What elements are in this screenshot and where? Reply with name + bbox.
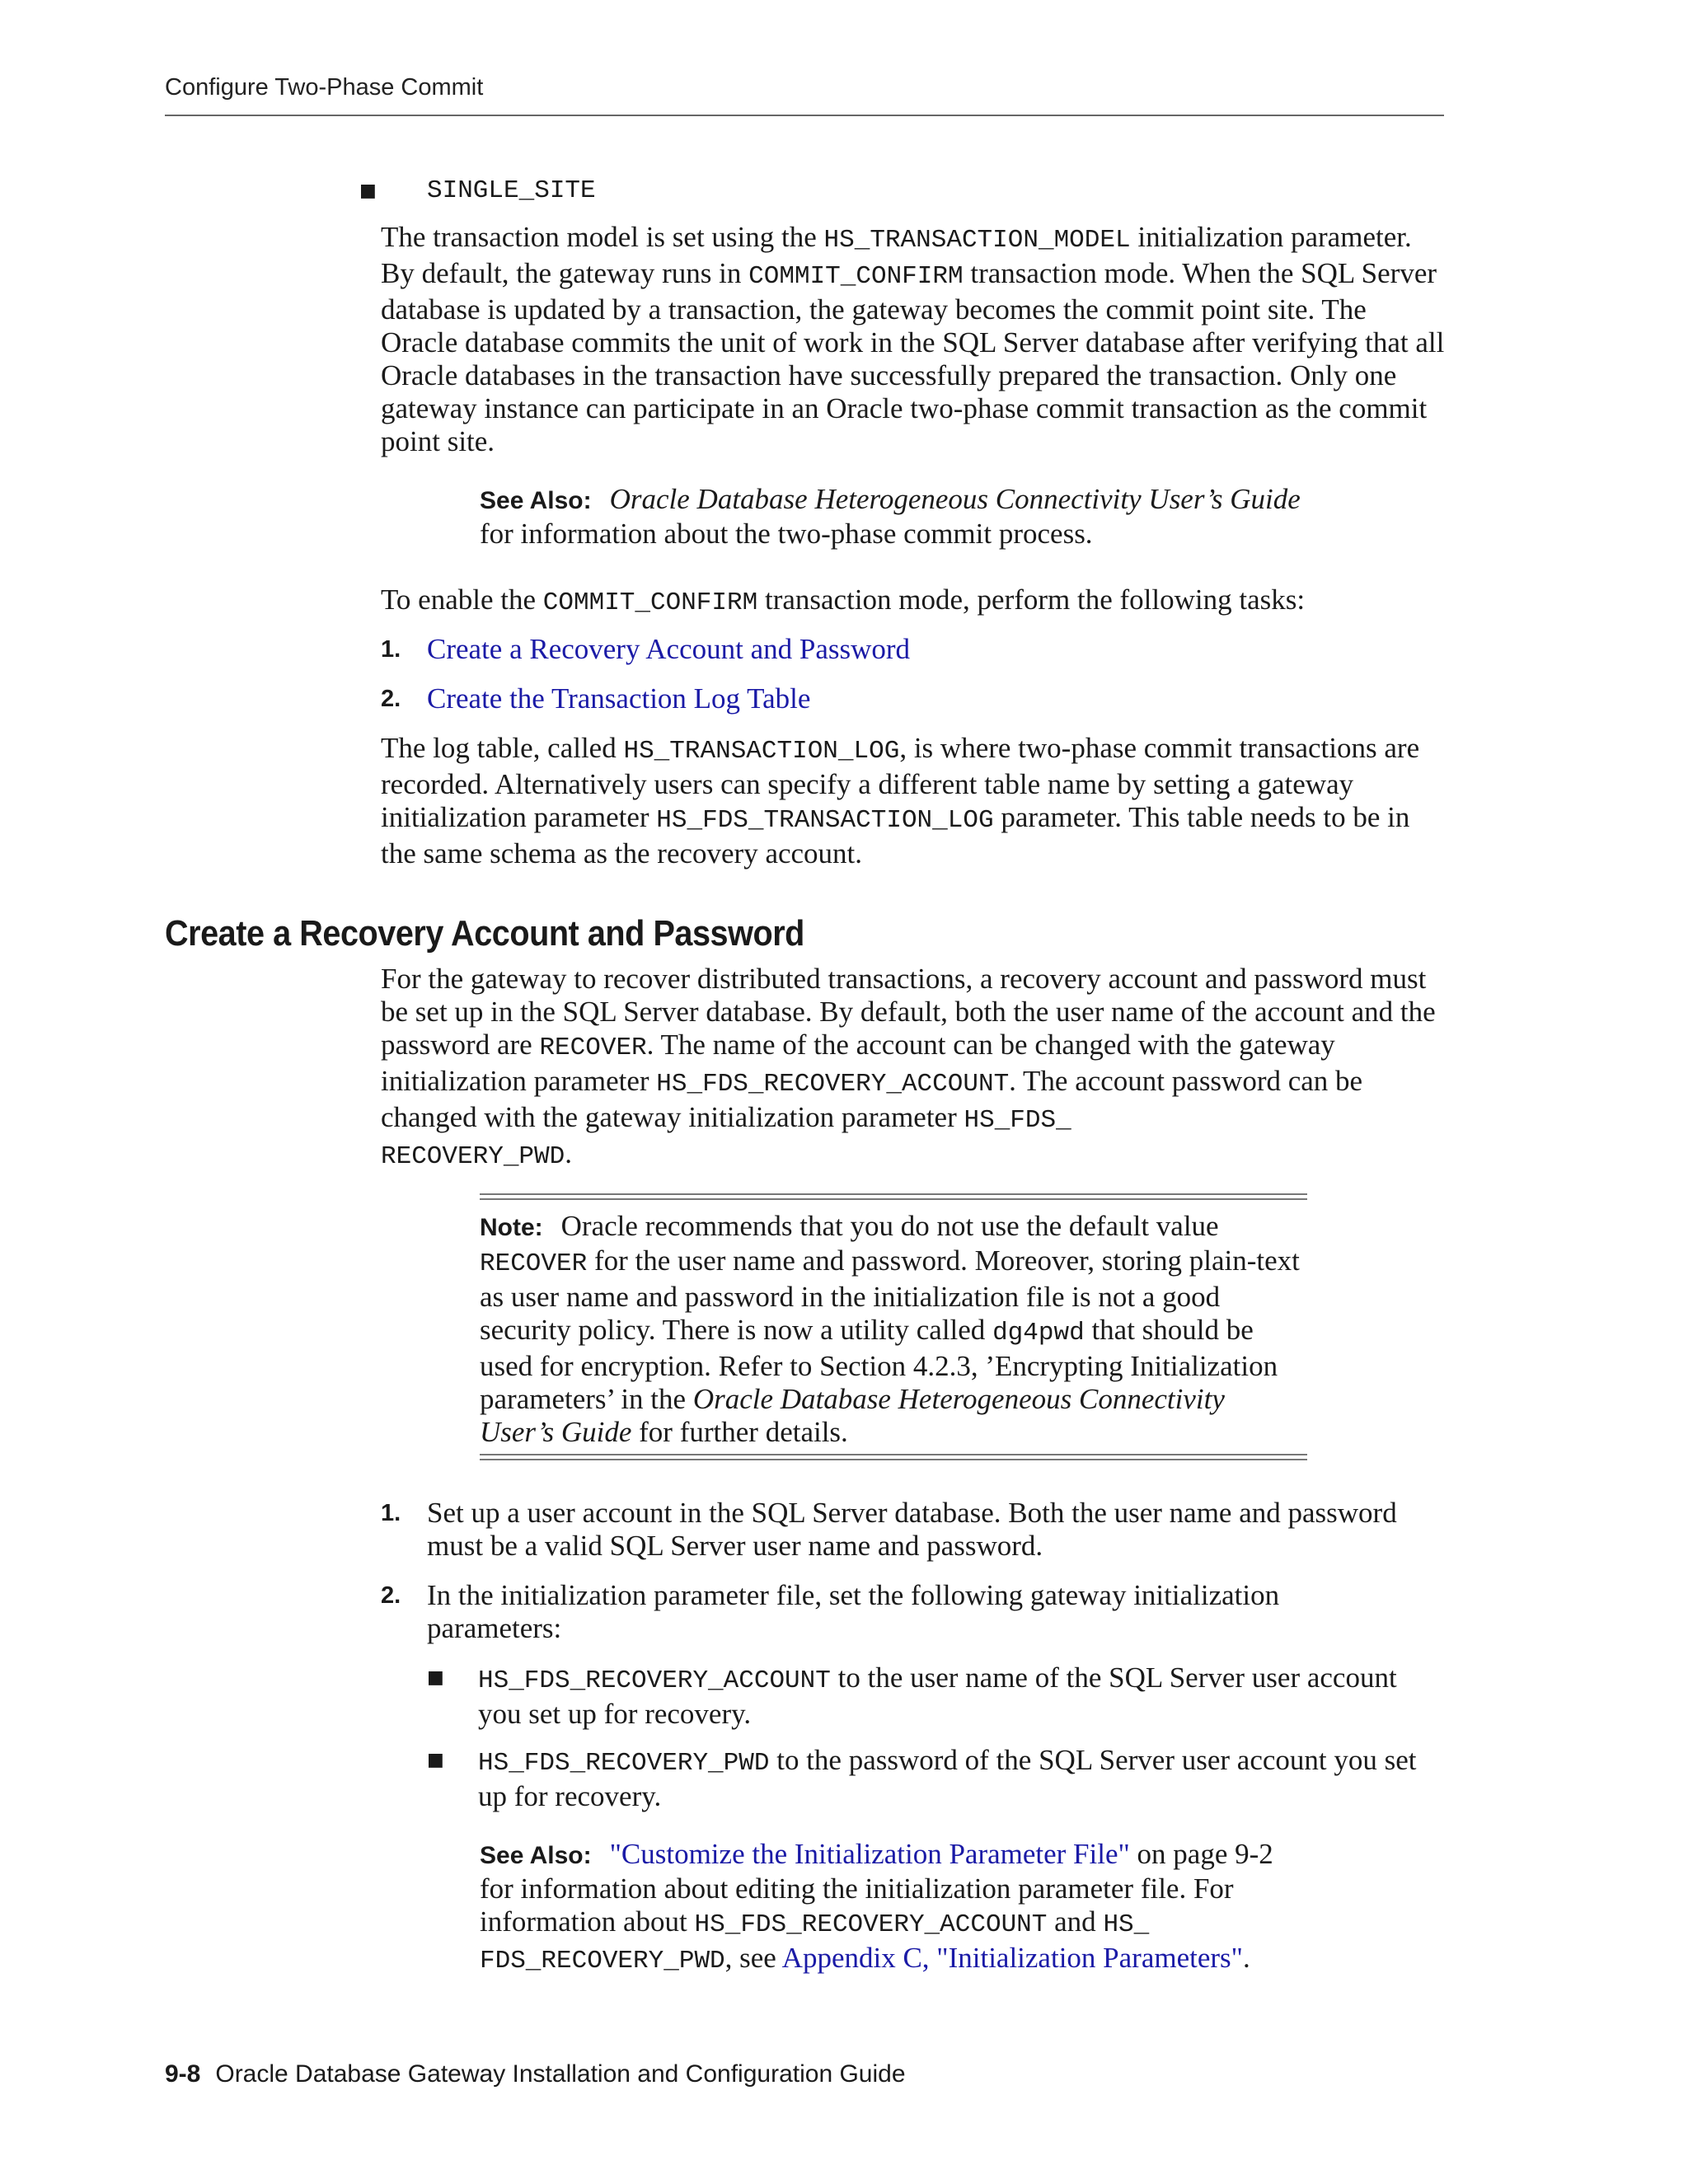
link-create-recovery-account[interactable]: Create a Recovery Account and Password <box>427 633 911 665</box>
code-hs-transaction-model: HS_TRANSACTION_MODEL <box>823 226 1131 255</box>
bullet-marker: ■ <box>359 180 377 201</box>
link-appendix-c[interactable]: Appendix C, "Initialization Parameters" <box>781 1942 1243 1974</box>
see-also-box-2 <box>480 1838 1304 1978</box>
code-recover: RECOVER <box>539 1033 647 1062</box>
code-commit-confirm: COMMIT_CONFIRM <box>542 588 758 617</box>
bullet-single-site: SINGLE_SITE <box>427 176 596 205</box>
code-hs-fds-recovery-account: HS_FDS_RECOVERY_ACCOUNT <box>694 1910 1048 1939</box>
code-hs: HS_ <box>1103 1910 1150 1939</box>
book-title-reference: Oracle Database Heterogeneous Connectivity User’s Guide <box>609 483 1301 515</box>
text: To enable the <box>381 583 543 616</box>
para-recovery <box>381 963 1446 1174</box>
task-number-1: 1. <box>381 636 401 663</box>
code-commit-confirm: COMMIT_CONFIRM <box>748 262 964 291</box>
link-customize-init-param-file[interactable]: "Customize the Initialization Parameter File" <box>609 1838 1130 1870</box>
text: The log table, called <box>381 732 624 764</box>
text: . <box>565 1137 572 1169</box>
text: , is where two-phase commit transactions are recorded. Alternatively users can specify a different table name by setting a gateway initialization parameter <box>381 732 1420 833</box>
task-number-2: 2. <box>381 686 401 712</box>
code-dg4pwd: dg4pwd <box>992 1319 1085 1347</box>
bullet-marker: ■ <box>427 1667 444 1688</box>
sub-bullet-recovery-account <box>478 1661 1434 1731</box>
text: for the user name and password. Moreover, storing plain-text as user name and password in the initialization file is not a good security policy. There is now a utility called <box>480 1244 1300 1346</box>
text: to the user name of the SQL Server user account you set up for recovery. <box>478 1661 1397 1730</box>
running-header: Configure Two-Phase Commit <box>165 74 484 101</box>
code-hs-fds-recovery-account: HS_FDS_RECOVERY_ACCOUNT <box>478 1666 831 1695</box>
code-hs-transaction-log: HS_TRANSACTION_LOG <box>623 737 900 766</box>
text: for further details. <box>631 1416 848 1448</box>
header-rule <box>165 115 1444 116</box>
page-number: 9-8 <box>165 2060 201 2088</box>
text: Oracle recommends that you do not use the default value <box>560 1210 1219 1242</box>
step-1: Set up a user account in the SQL Server database. Both the user name and password must be a valid SQL Server user name and password. <box>427 1497 1397 1562</box>
para-transaction-model <box>381 221 1446 458</box>
step-2: In the initialization parameter file, set the following gateway initialization parameters: <box>427 1579 1280 1644</box>
sub-bullet-recovery-pwd <box>478 1744 1434 1813</box>
book-title-reference: Oracle Database Heterogeneous Connectivity User’s Guide <box>480 1383 1225 1448</box>
text: and <box>1047 1905 1104 1938</box>
note-top-rule <box>480 1193 1307 1200</box>
text: transaction mode. When the SQL Server database is updated by a transaction, the gateway becomes the commit point site. The Oracle database commits the unit of work in the SQL Server database after verifying that all Oracle databases in the transaction have successfully prepared the transaction. Only one gateway instance can participate in an Oracle two-phase commit transaction as the commit point site. <box>381 257 1445 457</box>
text: parameter. This table needs to be in the same schema as the recovery account. <box>381 801 1410 869</box>
note-label: Note: <box>480 1214 543 1241</box>
code-hs-fds: HS_FDS_ <box>964 1106 1071 1135</box>
step-number-2: 2. <box>381 1582 401 1609</box>
step-number-1: 1. <box>381 1500 401 1526</box>
book-title: Oracle Database Gateway Installation and Configuration Guide <box>215 2060 906 2088</box>
text: that should be used for encryption. Refer to Section 4.2.3, ’Encrypting Initialization parameters’ in the <box>480 1314 1278 1415</box>
note-box <box>480 1210 1304 1449</box>
code-fds-recovery-pwd: FDS_RECOVERY_PWD <box>480 1947 725 1975</box>
text: on page 9-2 for information about editing the initialization parameter file. For information about <box>480 1838 1273 1938</box>
section-heading: Create a Recovery Account and Password <box>165 913 804 954</box>
text: transaction mode, perform the following tasks: <box>757 583 1306 616</box>
footer <box>165 2060 906 2088</box>
para-enable <box>381 583 1446 620</box>
para-log-table <box>381 732 1446 870</box>
text: The transaction model is set using the <box>381 221 824 253</box>
text: to the password of the SQL Server user account you set up for recovery. <box>478 1744 1417 1812</box>
text: For the gateway to recover distributed transactions, a recovery account and password must be set up in the SQL Server database. By default, both the user name of the account and the password are <box>381 963 1436 1061</box>
bullet-marker: ■ <box>427 1750 444 1770</box>
code-recovery-pwd: RECOVERY_PWD <box>381 1142 565 1171</box>
see-also-label: See Also: <box>480 487 592 514</box>
text: , see <box>724 1942 782 1974</box>
link-create-transaction-log-table[interactable]: Create the Transaction Log Table <box>427 682 811 715</box>
code-recover: RECOVER <box>480 1249 588 1278</box>
see-also-label: See Also: <box>480 1842 592 1869</box>
code-hs-fds-recovery-pwd: HS_FDS_RECOVERY_PWD <box>478 1749 770 1778</box>
text: . <box>1242 1942 1250 1974</box>
code-hs-fds-transaction-log: HS_FDS_TRANSACTION_LOG <box>656 806 994 835</box>
text: initialization parameter. By default, the gateway runs in <box>381 221 1412 289</box>
note-bottom-rule <box>480 1454 1307 1460</box>
text: . The account password can be changed with the gateway initialization parameter <box>381 1065 1363 1133</box>
see-also-box-1 <box>480 483 1312 551</box>
text: for information about the two-phase commit process. <box>480 518 1093 550</box>
text: . The name of the account can be changed with the gateway initialization parameter <box>381 1029 1335 1097</box>
code-hs-fds-recovery-account: HS_FDS_RECOVERY_ACCOUNT <box>656 1070 1010 1099</box>
